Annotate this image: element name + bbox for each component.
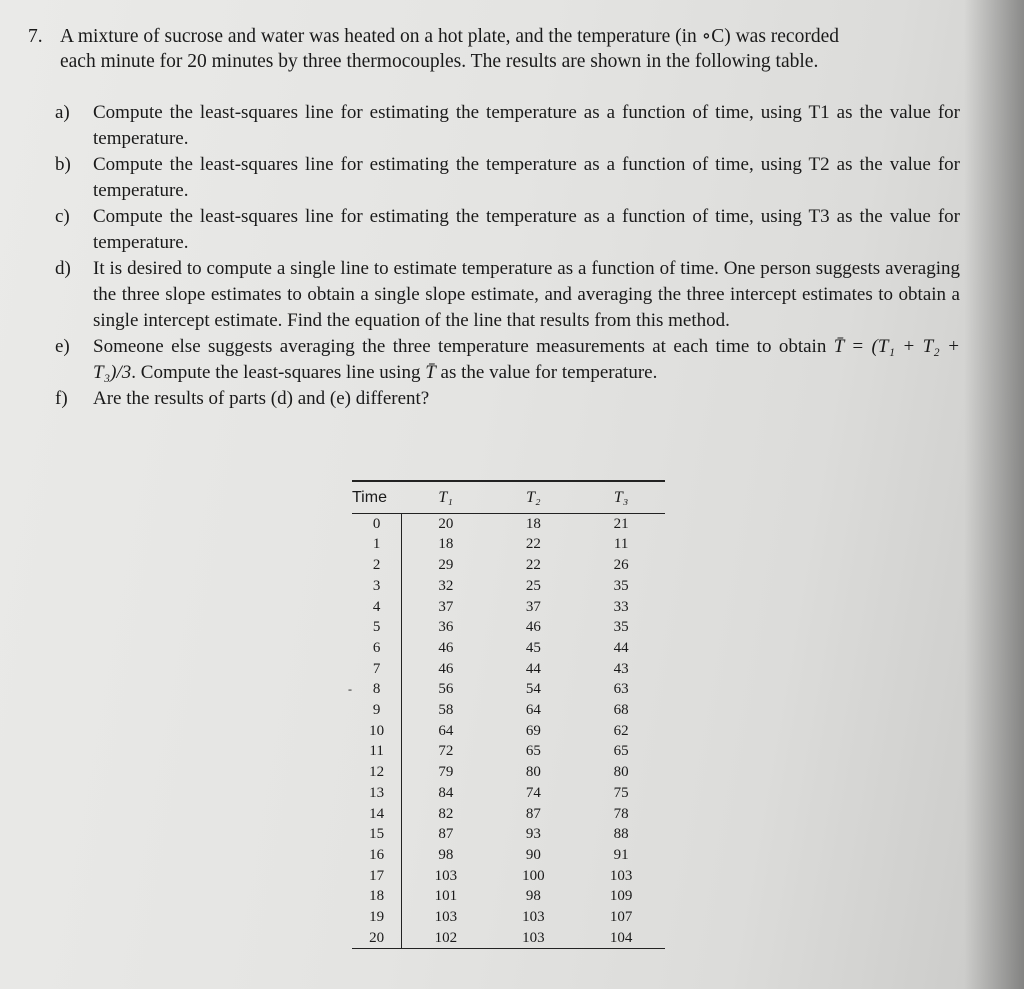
cell-t3: 33 bbox=[613, 598, 629, 615]
part-e bbox=[55, 334, 960, 386]
table-row bbox=[352, 700, 665, 721]
cell-t1: 37 bbox=[438, 598, 454, 615]
table-row bbox=[352, 679, 665, 700]
cell-t1: 46 bbox=[438, 639, 454, 656]
cell-t3: 35 bbox=[613, 577, 629, 594]
header-t2: T₂ bbox=[489, 482, 577, 513]
cell-t1: 46 bbox=[438, 660, 454, 677]
cell-t1: 102 bbox=[402, 928, 490, 949]
cell-t3: 91 bbox=[613, 846, 629, 863]
cell-t3: 62 bbox=[613, 722, 629, 739]
cell-t2: 65 bbox=[525, 743, 541, 760]
part-text bbox=[93, 334, 960, 386]
cell-t2: 22 bbox=[525, 536, 541, 553]
table-row bbox=[352, 762, 665, 783]
cell-t3: 21 bbox=[613, 515, 629, 532]
cell-time: 6 bbox=[352, 638, 402, 659]
cell-time: 12 bbox=[352, 762, 402, 783]
cell-t3: 63 bbox=[613, 681, 629, 698]
cell-t3: 80 bbox=[613, 764, 629, 781]
cell-t1: 101 bbox=[434, 888, 458, 905]
cell-time: 4 bbox=[352, 597, 402, 618]
cell-time: 18 bbox=[352, 886, 402, 907]
part-b bbox=[55, 152, 960, 204]
cell-t3: 107 bbox=[609, 909, 633, 926]
cell-time: 8 bbox=[352, 679, 402, 700]
part-label: f) bbox=[55, 388, 68, 409]
cell-t1: 98 bbox=[438, 846, 454, 863]
cell-time: 14 bbox=[352, 804, 402, 825]
cell-t2: 87 bbox=[525, 805, 541, 822]
part-f bbox=[55, 386, 960, 412]
cell-t2: 90 bbox=[525, 846, 541, 863]
part-e-formula: T̄ = (T₁ + T₂ + T₃)/3 bbox=[93, 336, 960, 383]
part-label: d) bbox=[55, 258, 71, 279]
cell-t3: 26 bbox=[613, 557, 629, 574]
cell-time: 2 bbox=[352, 555, 402, 576]
table-row bbox=[352, 928, 665, 949]
cell-t3: 75 bbox=[613, 784, 629, 801]
header-time: Time bbox=[352, 482, 402, 513]
table-row bbox=[352, 659, 665, 680]
part-label: c) bbox=[55, 206, 70, 227]
table-row bbox=[352, 824, 665, 845]
table-row bbox=[352, 638, 665, 659]
cell-t3: 78 bbox=[613, 805, 629, 822]
cell-t2: 74 bbox=[525, 784, 541, 801]
cell-time: 1 bbox=[352, 534, 402, 555]
table-row bbox=[352, 534, 665, 555]
cell-t2: 98 bbox=[525, 888, 541, 905]
table-row bbox=[352, 866, 665, 887]
cell-t3: 103 bbox=[609, 867, 633, 884]
cell-time: 13 bbox=[352, 783, 402, 804]
cell-t2: 45 bbox=[525, 639, 541, 656]
header-t1: T₁ bbox=[402, 482, 490, 513]
cell-time: 15 bbox=[352, 824, 402, 845]
cell-t1: 20 bbox=[438, 515, 454, 532]
cell-t3: 104 bbox=[577, 928, 665, 949]
table-row bbox=[352, 804, 665, 825]
part-c bbox=[55, 204, 960, 256]
part-text: Compute the least-squares line for estimating the temperature as a function of time, using T2 as the value for temperature. bbox=[93, 154, 960, 201]
cell-time: 16 bbox=[352, 845, 402, 866]
cell-t1: 36 bbox=[438, 619, 454, 636]
table-header-row bbox=[352, 482, 665, 513]
part-d bbox=[55, 256, 960, 334]
cell-time: 17 bbox=[352, 866, 402, 887]
part-text: Compute the least-squares line for estimating the temperature as a function of time, using T1 as the value for temperature. bbox=[93, 102, 960, 149]
cell-t2: 37 bbox=[525, 598, 541, 615]
cell-t2: 46 bbox=[525, 619, 541, 636]
cell-t1: 18 bbox=[438, 536, 454, 553]
part-text: Compute the least-squares line for estimating the temperature as a function of time, using T3 as the value for temperature. bbox=[93, 206, 960, 253]
cell-time: 10 bbox=[352, 721, 402, 742]
part-label: e) bbox=[55, 336, 70, 357]
question-intro-line-2: each minute for 20 minutes by three thermocouples. The results are shown in the following table. bbox=[60, 51, 819, 72]
cell-t1: 103 bbox=[434, 867, 458, 884]
temperature-table bbox=[352, 480, 665, 949]
cell-t1: 64 bbox=[438, 722, 454, 739]
cell-t3: 44 bbox=[613, 639, 629, 656]
table-row bbox=[352, 513, 665, 534]
part-e-text-before: Someone else suggests averaging the three temperature measurements at each time to obtain bbox=[93, 336, 834, 357]
part-label: a) bbox=[55, 102, 70, 123]
cell-t2: 103 bbox=[522, 909, 545, 926]
cell-time: 11 bbox=[352, 741, 402, 762]
cell-t3: 68 bbox=[613, 702, 629, 719]
page-shadow bbox=[964, 0, 1024, 989]
cell-t2: 100 bbox=[522, 867, 545, 884]
cell-t2: 69 bbox=[525, 722, 541, 739]
cell-t3: 65 bbox=[613, 743, 629, 760]
table-row bbox=[352, 597, 665, 618]
table-row bbox=[352, 845, 665, 866]
table-row bbox=[352, 741, 665, 762]
table-row bbox=[352, 617, 665, 638]
part-text: It is desired to compute a single line to estimate temperature as a function of time. One person suggests averaging the three slope estimates to obtain a single slope estimate, and averaging the three intercept estimates to obtain a single intercept estimate. Find the equation of the line that results from this method. bbox=[93, 258, 960, 331]
cell-t1: 103 bbox=[434, 909, 458, 926]
cell-t2: 44 bbox=[525, 660, 541, 677]
question-parts bbox=[55, 100, 960, 412]
cell-t3: 11 bbox=[613, 536, 629, 553]
cell-t1: 32 bbox=[438, 577, 454, 594]
cell-t2: 93 bbox=[525, 826, 541, 843]
cell-time: 9 bbox=[352, 700, 402, 721]
question-intro-line-1: A mixture of sucrose and water was heated on a hot plate, and the temperature (in ∘C) was recorded bbox=[60, 26, 839, 47]
cell-t1: 72 bbox=[438, 743, 454, 760]
cell-t2: 18 bbox=[525, 515, 541, 532]
cell-t1: 87 bbox=[438, 826, 454, 843]
part-e-text-after: as the value for temperature. bbox=[435, 362, 658, 383]
cell-t2: 103 bbox=[489, 928, 577, 949]
part-a bbox=[55, 100, 960, 152]
cell-time: 5 bbox=[352, 617, 402, 638]
cell-time: 3 bbox=[352, 576, 402, 597]
part-label: b) bbox=[55, 154, 71, 175]
cell-t2: 25 bbox=[525, 577, 541, 594]
table-row bbox=[352, 907, 665, 928]
table-body bbox=[352, 513, 665, 949]
cell-t2: 54 bbox=[525, 681, 541, 698]
cell-t3: 43 bbox=[613, 660, 629, 677]
cell-t2: 22 bbox=[525, 557, 541, 574]
stray-mark: - bbox=[348, 682, 352, 696]
part-e-tbar: T̄ bbox=[425, 362, 436, 383]
cell-t1: 29 bbox=[438, 557, 454, 574]
cell-t3: 109 bbox=[609, 888, 633, 905]
cell-time: 20 bbox=[352, 928, 402, 949]
data-table bbox=[352, 482, 665, 949]
cell-t2: 80 bbox=[525, 764, 541, 781]
question-intro bbox=[60, 24, 968, 74]
table-row bbox=[352, 721, 665, 742]
cell-t1: 79 bbox=[438, 764, 454, 781]
cell-time: 7 bbox=[352, 659, 402, 680]
table-row bbox=[352, 783, 665, 804]
cell-time: 19 bbox=[352, 907, 402, 928]
question-number: 7. bbox=[28, 26, 43, 47]
question-7 bbox=[28, 24, 968, 74]
table-row bbox=[352, 576, 665, 597]
cell-t1: 56 bbox=[438, 681, 454, 698]
table-row bbox=[352, 555, 665, 576]
part-e-text-mid: . Compute the least-squares line using bbox=[131, 362, 426, 383]
header-t3: T₃ bbox=[577, 482, 665, 513]
cell-t1: 82 bbox=[438, 805, 454, 822]
cell-t2: 64 bbox=[525, 702, 541, 719]
cell-time: 0 bbox=[352, 513, 402, 534]
cell-t3: 88 bbox=[613, 826, 629, 843]
cell-t1: 84 bbox=[438, 784, 454, 801]
cell-t3: 35 bbox=[613, 619, 629, 636]
part-text: Are the results of parts (d) and (e) different? bbox=[93, 388, 430, 409]
table-row bbox=[352, 886, 665, 907]
cell-t1: 58 bbox=[438, 702, 454, 719]
